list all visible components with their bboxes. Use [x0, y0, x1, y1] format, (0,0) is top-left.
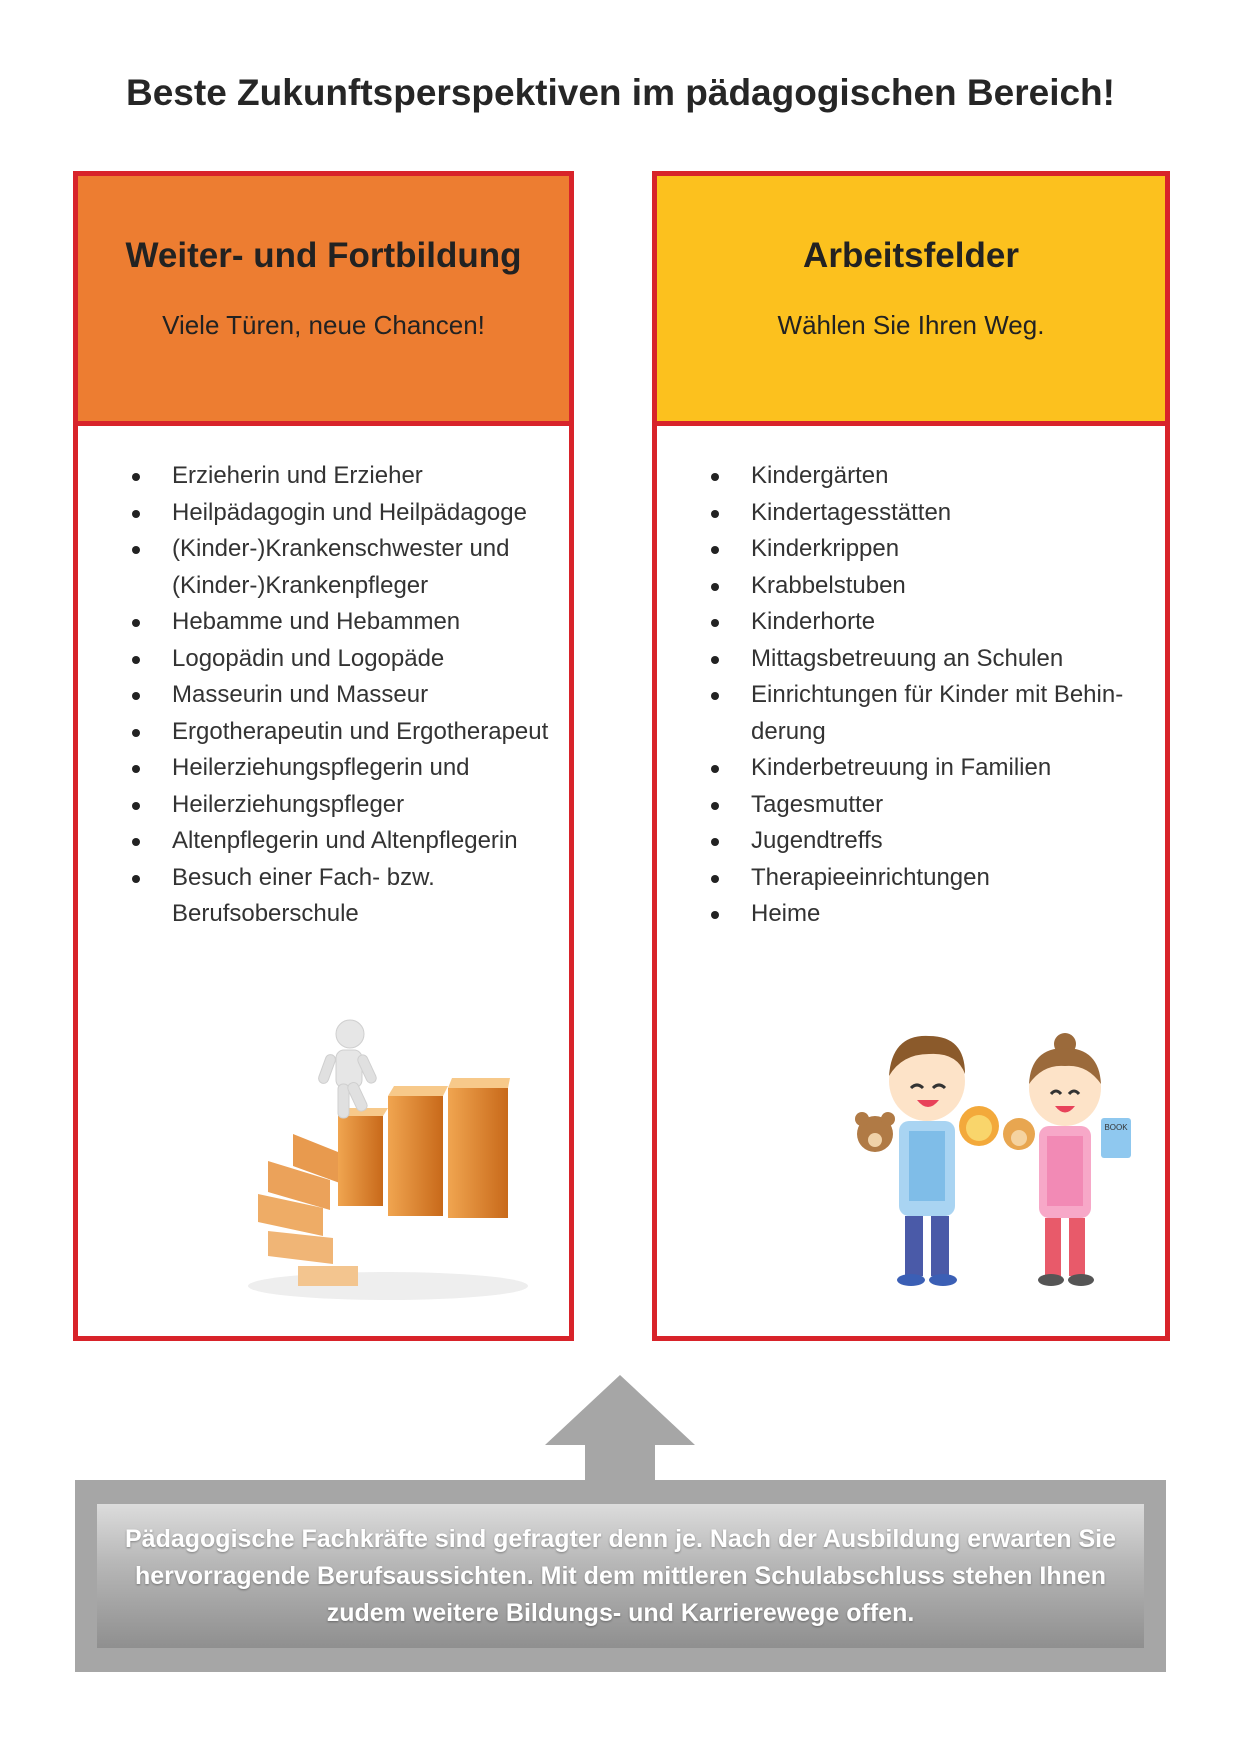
panel-subtitle: Wählen Sie Ihren Weg.	[777, 310, 1045, 340]
list-item: Masseurin und Masseur	[130, 677, 555, 714]
list-item: Logopädin und Logopäde	[130, 641, 555, 678]
list-item: Kindertagesstätten	[709, 495, 1149, 532]
list-item: Ergotherapeutin und Ergotherapeut	[130, 714, 555, 751]
page-title: Beste Zukunftsperspektiven im pädagogischen Bereich!	[126, 72, 1115, 113]
list-item: Mittagsbetreuung an Schulen	[709, 641, 1149, 678]
list-item: Besuch einer Fach- bzw. Berufsoberschule	[130, 860, 555, 933]
girl-figure	[1003, 1033, 1131, 1286]
list-item: Tagesmutter	[709, 787, 1149, 824]
list-item: Heilerziehungspfleger	[130, 787, 555, 824]
summary-box	[75, 1480, 1166, 1672]
panel-subtitle: Viele Türen, neue Chancen!	[162, 310, 485, 340]
training-list	[130, 458, 555, 933]
up-arrow-icon	[545, 1375, 695, 1480]
list-item: Heime	[709, 896, 1149, 933]
panel-header-arbeitsfelder	[657, 176, 1165, 426]
panel-weiterbildung	[73, 171, 574, 1341]
boy-figure	[855, 1036, 999, 1286]
list-item: Heilerziehungspflegerin und	[130, 750, 555, 787]
panel-title: Arbeitsfelder	[803, 236, 1019, 275]
list-item: Therapieeinrichtungen	[709, 860, 1149, 897]
list-item: Einrichtungen für Kinder mit Behin-derung	[709, 677, 1149, 750]
list-item: Hebamme und Hebammen	[130, 604, 555, 641]
list-item: Kinderhorte	[709, 604, 1149, 641]
list-item: Heilpädagogin und Heilpädagoge	[130, 495, 555, 532]
book-label: BOOK	[1104, 1123, 1128, 1132]
summary-text: Pädagogische Fachkräfte sind gefragter denn je. Nach der Ausbildung erwarten Sie hervorragende Berufsaussichten. Mit dem mittleren Schulabschluss stehen Ihnen zudem weitere Bildungs- und Karrierewege offen.	[125, 1524, 1116, 1627]
list-item: Jugendtreffs	[709, 823, 1149, 860]
workfields-list	[709, 458, 1149, 933]
list-item: Kindergärten	[709, 458, 1149, 495]
list-item: (Kinder-)Krankenschwester und (Kinder-)Krankenpfleger	[130, 531, 555, 604]
summary-inner	[97, 1504, 1144, 1648]
list-item: Erzieherin und Erzieher	[130, 458, 555, 495]
panel-title: Weiter- und Fortbildung	[125, 236, 522, 275]
list-item: Krabbelstuben	[709, 568, 1149, 605]
list-item: Kinderkrippen	[709, 531, 1149, 568]
panel-header-weiterbildung	[78, 176, 569, 426]
panel-arbeitsfelder	[652, 171, 1170, 1341]
educators-with-puppets-illustration	[847, 1026, 1147, 1316]
list-item: Altenpflegerin und Altenpflegerin	[130, 823, 555, 860]
list-item: Kinderbetreuung in Familien	[709, 750, 1149, 787]
stairs-figure-illustration	[238, 1016, 538, 1306]
